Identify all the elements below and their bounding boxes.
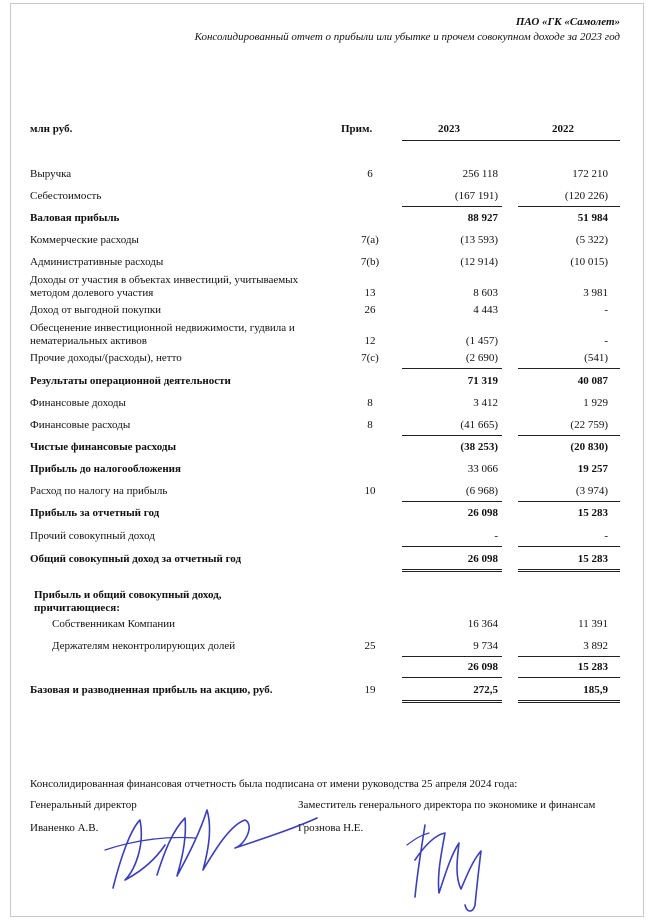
total-double-rule (518, 700, 620, 703)
year-2022-header: 2022 (552, 123, 574, 135)
total-double-rule (402, 700, 502, 703)
signed-statement: Консолидированная финансовая отчетность была подписана от имени руководства 25 апреля 2024 года: (30, 778, 518, 790)
table-row: Коммерческие расходы 7(a) (13 593) (5 322) (30, 234, 608, 246)
table-row: Доход от выгодной покупки 26 4 443 - (30, 304, 608, 316)
subtotal-rule (518, 368, 620, 369)
table-row: Финансовые расходы 8 (41 665) (22 759) (30, 419, 608, 431)
signer2-name: Грознова Н.Е. (298, 822, 364, 834)
table-row: Прибыль за отчетный год 26 098 15 283 (30, 507, 608, 519)
subtotal-rule (402, 435, 502, 436)
table-row: Собственникам Компании 16 364 11 391 (52, 618, 608, 630)
subtotal-rule (518, 435, 620, 436)
table-row: Валовая прибыль 88 927 51 984 (30, 212, 608, 224)
table-row: Административные расходы 7(b) (12 914) (10 015) (30, 256, 608, 268)
subtotal-rule (518, 546, 620, 547)
subtotal-rule (518, 501, 620, 502)
subtotal-rule (402, 677, 502, 678)
table-row: 26 098 15 283 (467, 661, 608, 673)
eps-row: Базовая и разводненная прибыль на акцию, руб. 19 272,5 185,9 (30, 684, 608, 696)
total-double-rule (518, 569, 620, 572)
total-double-rule (402, 569, 502, 572)
subtotal-rule (518, 656, 620, 657)
table-row: Прочий совокупный доход - - (30, 530, 608, 542)
note-header: Прим. (341, 123, 373, 135)
signature-2 (395, 805, 505, 915)
table-row: Себестоимость (167 191) (120 226) (30, 190, 608, 202)
attribution-heading: Прибыль и общий совокупный доход, причитающиеся: (34, 589, 222, 614)
table-row: Прочие доходы/(расходы), нетто 7(c) (2 690) (541) (30, 352, 608, 364)
subtotal-rule (402, 656, 502, 657)
table-row: Расход по налогу на прибыль 10 (6 968) (3 974) (30, 485, 608, 497)
table-row: Обесценение инвестиционной недвижимости, гудвила и нематериальных активов 12 (1 457) - (30, 322, 608, 347)
company-name: ПАО «ГК «Самолет» (515, 16, 620, 28)
table-row: Результаты операционной деятельности 71 319 40 087 (30, 375, 608, 387)
year-2023-header: 2023 (438, 123, 460, 135)
subtotal-rule (402, 206, 502, 207)
table-row: Финансовые доходы 8 3 412 1 929 (30, 397, 608, 409)
subtotal-rule (402, 368, 502, 369)
table-row: Общий совокупный доход за отчетный год 26 098 15 283 (30, 553, 608, 565)
table-row: Доходы от участия в объектах инвестиций, учитываемых методом долевого участия 13 8 603 3 981 (30, 274, 608, 299)
table-row: Чистые финансовые расходы (38 253) (20 830) (30, 441, 608, 453)
table-row: Прибыль до налогообложения 33 066 19 257 (30, 463, 608, 475)
report-title: Консолидированный отчет о прибыли или убытке и прочем совокупном доходе за 2023 год (194, 31, 620, 43)
signature-1 (95, 790, 325, 905)
subtotal-rule (402, 501, 502, 502)
signer1-title: Генеральный директор (30, 799, 137, 811)
subtotal-rule (518, 206, 620, 207)
table-row: Держателям неконтролирующих долей 25 9 734 3 892 (52, 640, 608, 652)
unit-header: млн руб. (30, 123, 73, 135)
signer2-title: Заместитель генерального директора по экономике и финансам (298, 799, 596, 811)
subtotal-rule (518, 677, 620, 678)
signer1-name: Иваненко А.В. (30, 822, 99, 834)
subtotal-rule (402, 546, 502, 547)
table-row: Выручка 6 256 118 172 210 (30, 168, 608, 180)
header-rule (402, 140, 620, 141)
